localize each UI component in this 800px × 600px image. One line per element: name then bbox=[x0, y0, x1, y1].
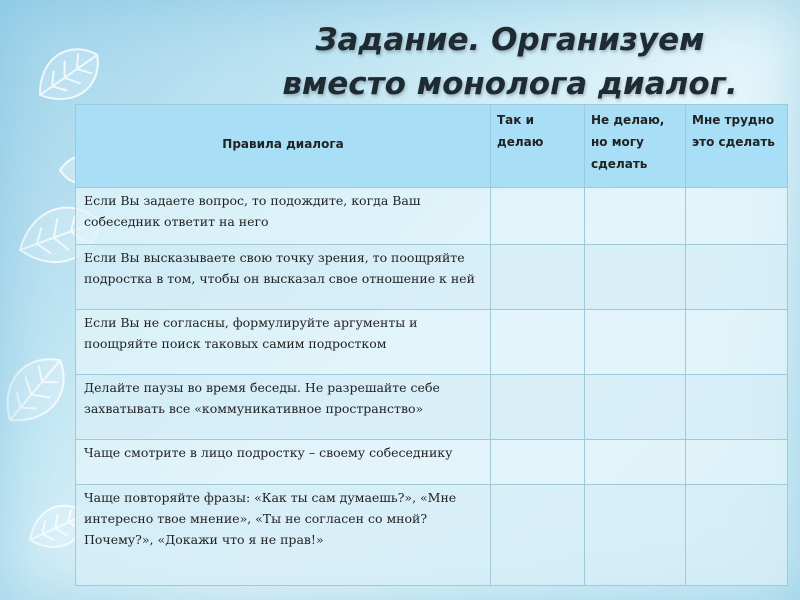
header-rules: Правила диалога bbox=[76, 105, 491, 188]
answer-cell-do[interactable] bbox=[491, 375, 585, 440]
table-row bbox=[76, 485, 788, 586]
leaf-icon bbox=[0, 345, 79, 436]
answer-cell-can[interactable] bbox=[585, 440, 686, 485]
title-line-2: вместо монолога диалог. bbox=[282, 66, 738, 102]
rule-cell: Если Вы высказываете свою точку зрения, то поощряйте подростка в том, чтобы он высказал свое отношение к ней bbox=[76, 245, 491, 310]
answer-cell-do[interactable] bbox=[491, 245, 585, 310]
answer-cell-can[interactable] bbox=[585, 245, 686, 310]
answer-cell-hard[interactable] bbox=[686, 375, 788, 440]
table-row bbox=[76, 310, 788, 375]
answer-cell-hard[interactable] bbox=[686, 245, 788, 310]
header-can: Не делаю, но могу сделать bbox=[585, 105, 686, 188]
table-row bbox=[76, 245, 788, 310]
title-line-1: Задание. Организуем bbox=[315, 22, 705, 58]
answer-cell-do[interactable] bbox=[491, 188, 585, 245]
answer-cell-hard[interactable] bbox=[686, 188, 788, 245]
answer-cell-do[interactable] bbox=[491, 310, 585, 375]
rule-cell: Чаще повторяйте фразы: «Как ты сам думаешь?», «Мне интересно твое мнение», «Ты не согласен со мной? Почему?», «Докажи что я не прав!» bbox=[76, 485, 491, 586]
answer-cell-can[interactable] bbox=[585, 310, 686, 375]
answer-cell-hard[interactable] bbox=[686, 485, 788, 586]
rule-cell: Если Вы задаете вопрос, то подождите, когда Ваш собеседник ответит на него bbox=[76, 188, 491, 245]
header-do: Так и делаю bbox=[491, 105, 585, 188]
answer-cell-do[interactable] bbox=[491, 485, 585, 586]
answer-cell-can[interactable] bbox=[585, 188, 686, 245]
table-row bbox=[76, 375, 788, 440]
table-row bbox=[76, 440, 788, 485]
rule-cell: Делайте паузы во время беседы. Не разрешайте себе захватывать все «коммуникативное пространство» bbox=[76, 375, 491, 440]
table-header-row bbox=[76, 105, 788, 188]
page-title bbox=[250, 18, 770, 106]
answer-cell-can[interactable] bbox=[585, 485, 686, 586]
table-row bbox=[76, 188, 788, 245]
answer-cell-hard[interactable] bbox=[686, 440, 788, 485]
answer-cell-hard[interactable] bbox=[686, 310, 788, 375]
leaf-icon bbox=[27, 36, 110, 113]
answer-cell-do[interactable] bbox=[491, 440, 585, 485]
rule-cell: Чаще смотрите в лицо подростку – своему собеседнику bbox=[76, 440, 491, 485]
header-hard: Мне трудно это сделать bbox=[686, 105, 788, 188]
rule-cell: Если Вы не согласны, формулируйте аргументы и поощряйте поиск таковых самим подростком bbox=[76, 310, 491, 375]
answer-cell-can[interactable] bbox=[585, 375, 686, 440]
rules-table bbox=[75, 104, 788, 586]
